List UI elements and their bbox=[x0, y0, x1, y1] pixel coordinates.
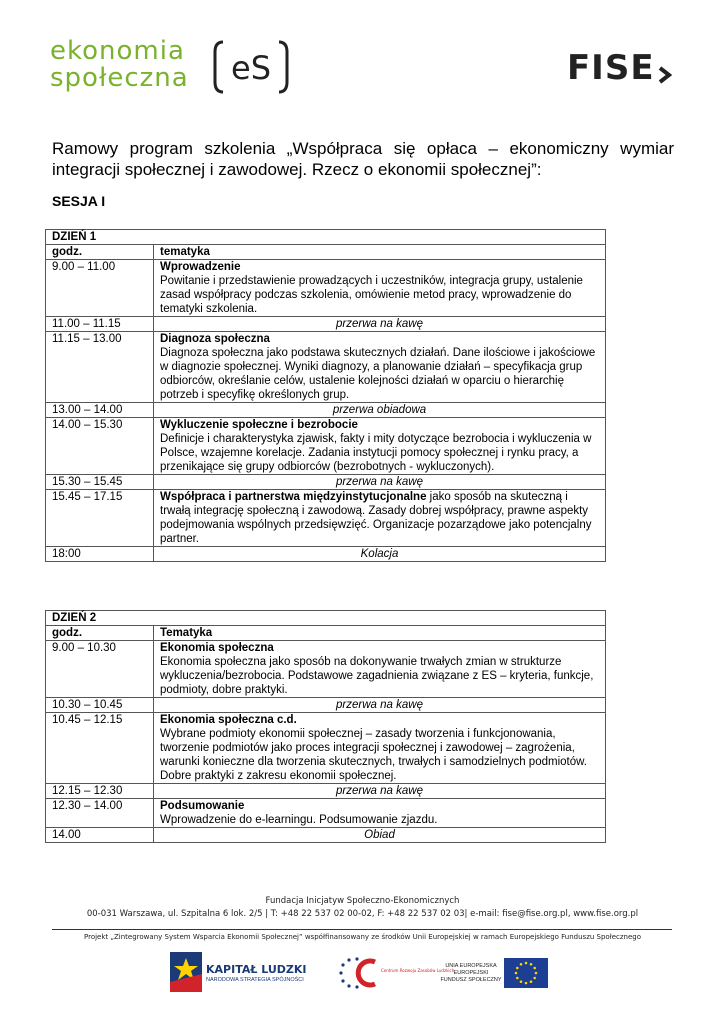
table-row bbox=[46, 799, 606, 828]
topic-cell bbox=[154, 490, 606, 547]
ekonomia-spoleczna-logo bbox=[50, 38, 290, 98]
break-row bbox=[46, 475, 606, 490]
eu-flag-icon bbox=[504, 958, 548, 988]
break-cell: przerwa obiadowa bbox=[154, 403, 606, 418]
crzl-logo bbox=[335, 956, 455, 995]
topic-cell bbox=[154, 332, 606, 403]
topic-cell bbox=[154, 260, 606, 317]
col-topic-header: Tematyka bbox=[154, 626, 606, 641]
topic-text: Diagnoza społeczna jako podstawa skutecznych działań. Dane ilościowe i jakościowe w diagnozie społecznej. Wyniki diagnozy, a planowanie działań – specyfikacja grup odbiorców, określanie celów, ustalenie kolejności działań w oparciu o hierarchię potrzeb i specyfikę określonych grup. bbox=[160, 347, 596, 401]
break-cell: Kolacja bbox=[154, 547, 606, 562]
kl-name: KAPITAŁ LUDZKI bbox=[206, 963, 307, 976]
topic-heading: Podsumowanie bbox=[160, 800, 245, 812]
col-time-header: godz. bbox=[46, 626, 154, 641]
time-cell: 10.30 – 10.45 bbox=[46, 698, 154, 713]
time-cell: 13.00 – 14.00 bbox=[46, 403, 154, 418]
break-row bbox=[46, 784, 606, 799]
break-cell: Obiad bbox=[154, 828, 606, 843]
logo-line-1: ekonomia bbox=[50, 36, 185, 66]
kapital-ludzki-emblem-icon bbox=[170, 952, 202, 992]
break-row bbox=[46, 403, 606, 418]
footer-project: Projekt „Zintegrowany System Wsparcia Ekonomii Społecznej” współfinansowany ze środków Unii Europejskiej w ramach Europejskiego Funduszu Społecznego bbox=[84, 933, 641, 941]
table-row bbox=[46, 641, 606, 698]
day-label-row bbox=[46, 611, 606, 626]
break-row bbox=[46, 317, 606, 332]
topic-text: jako sposób na skuteczną i trwałą integrację społeczną i zawodową. Zasady dobrej współpracy, prawne aspekty podejmowania wspólnych przedsięwzięć. Organizacje pozarządowe jako potencjalny partner. bbox=[160, 491, 592, 545]
table-row bbox=[46, 490, 606, 547]
crzl-text: Centrum Rozwoju Zasobów Ludzkich bbox=[381, 968, 455, 973]
topic-heading: Wprowadzenie bbox=[160, 261, 241, 273]
time-cell: 9.00 – 11.00 bbox=[46, 260, 154, 317]
session-heading: SESJA I bbox=[52, 193, 106, 209]
col-topic-header: tematyka bbox=[154, 245, 606, 260]
fise-logo bbox=[567, 48, 673, 88]
break-cell: przerwa na kawę bbox=[154, 475, 606, 490]
day1-label: DZIEŃ 1 bbox=[46, 230, 606, 245]
topic-heading: Ekonomia społeczna c.d. bbox=[160, 714, 297, 726]
es-mark-icon bbox=[213, 38, 289, 96]
logo-line-2: społeczna bbox=[50, 63, 189, 93]
topic-text: Definicje i charakterystyka zjawisk, fakty i mity dotyczące bezrobocia i wykluczenia w Polsce, wzajemne korelacje. Zadania instytucji pomocy społecznej i rynku pracy, a przenikające się grupy odbiorców (bezrobotnych - wykluczonych). bbox=[160, 433, 592, 473]
break-cell: przerwa na kawę bbox=[154, 698, 606, 713]
crzl-emblem-icon bbox=[335, 956, 455, 990]
funding-logos bbox=[0, 952, 725, 992]
break-row bbox=[46, 828, 606, 843]
topic-heading: Wykluczenie społeczne i bezrobocie bbox=[160, 419, 358, 431]
kl-subtitle: NARODOWA STRATEGIA SPÓJNOŚCI bbox=[206, 977, 304, 983]
break-cell: przerwa na kawę bbox=[154, 784, 606, 799]
time-cell: 10.45 – 12.15 bbox=[46, 713, 154, 784]
topic-text: Wprowadzenie do e-learningu. Podsumowanie zjazdu. bbox=[160, 814, 438, 826]
header-row bbox=[46, 626, 606, 641]
time-cell: 18:00 bbox=[46, 547, 154, 562]
topic-text: Powitanie i przedstawienie prowadzących i uczestników, integracja grupy, ustalenie zasad współpracy podczas szkolenia, omówienie metod pracy, wprowadzenie do tematyki szkolenia. bbox=[160, 275, 583, 315]
time-cell: 12.30 – 14.00 bbox=[46, 799, 154, 828]
document-title: Ramowy program szkolenia „Współpraca się opłaca – ekonomiczny wymiar integracji społecznej i zawodowej. Rzecz o ekonomii społecznej”: bbox=[52, 139, 674, 179]
topic-cell bbox=[154, 799, 606, 828]
footer-address: 00-031 Warszawa, ul. Szpitalna 6 lok. 2/5 | T: +48 22 537 02 00-02, F: +48 22 537 02 03| e-mail: fise@fise.org.pl, www.fise.org.pl bbox=[86, 909, 639, 919]
table-row bbox=[46, 713, 606, 784]
footer-org: Fundacja Inicjatyw Społeczno-Ekonomicznych bbox=[265, 896, 460, 906]
table-row bbox=[46, 332, 606, 403]
topic-cell bbox=[154, 641, 606, 698]
day-label-row bbox=[46, 230, 606, 245]
topic-heading: Ekonomia społeczna bbox=[160, 642, 274, 654]
day2-label: DZIEŃ 2 bbox=[46, 611, 606, 626]
time-cell: 15.30 – 15.45 bbox=[46, 475, 154, 490]
break-cell: przerwa na kawę bbox=[154, 317, 606, 332]
logo-mark-text: eS bbox=[231, 49, 271, 87]
time-cell: 11.15 – 13.00 bbox=[46, 332, 154, 403]
topic-cell bbox=[154, 713, 606, 784]
time-cell: 15.45 – 17.15 bbox=[46, 490, 154, 547]
topic-cell bbox=[154, 418, 606, 475]
footer-divider bbox=[52, 929, 672, 930]
table-row bbox=[46, 260, 606, 317]
day2-schedule-table bbox=[45, 610, 606, 843]
header-row bbox=[46, 245, 606, 260]
topic-text: Ekonomia społeczna jako sposób na dokonywanie trwałych zmian w strukturze wykluczenia/bezrobocia. Podstawowe zagadnienia związane z ES – kryteria, funkcje, podmioty, dobre praktyki. bbox=[160, 656, 594, 696]
table-row bbox=[46, 418, 606, 475]
topic-heading: Diagnoza społeczna bbox=[160, 333, 270, 345]
chevron-right-icon bbox=[657, 65, 673, 85]
day1-schedule-table bbox=[45, 229, 606, 562]
break-row bbox=[46, 547, 606, 562]
fise-logo-text: FISE bbox=[566, 48, 655, 88]
col-time-header: godz. bbox=[46, 245, 154, 260]
time-cell: 11.00 – 11.15 bbox=[46, 317, 154, 332]
topic-heading-inline: Współpraca i partnerstwa międzyinstytucjonalne bbox=[160, 491, 427, 503]
time-cell: 12.15 – 12.30 bbox=[46, 784, 154, 799]
time-cell: 14.00 – 15.30 bbox=[46, 418, 154, 475]
topic-text: Wybrane podmioty ekonomii społecznej – zasady tworzenia i funkcjonowania, tworzenie podmiotów jako proces integracji społecznej i zawodowej – zagrożenia, warunki konieczne dla tworzenia skutecznych, trwałych i samodzielnych podmiotów. Dobre praktyki z zakresu ekonomii społecznej. bbox=[160, 728, 587, 782]
time-cell: 14.00 bbox=[46, 828, 154, 843]
ue-text: UNIA EUROPEJSKA EUROPEJSKI FUNDUSZ SPOŁECZNY bbox=[440, 963, 502, 983]
break-row bbox=[46, 698, 606, 713]
time-cell: 9.00 – 10.30 bbox=[46, 641, 154, 698]
kapital-ludzki-logo bbox=[170, 952, 307, 997]
